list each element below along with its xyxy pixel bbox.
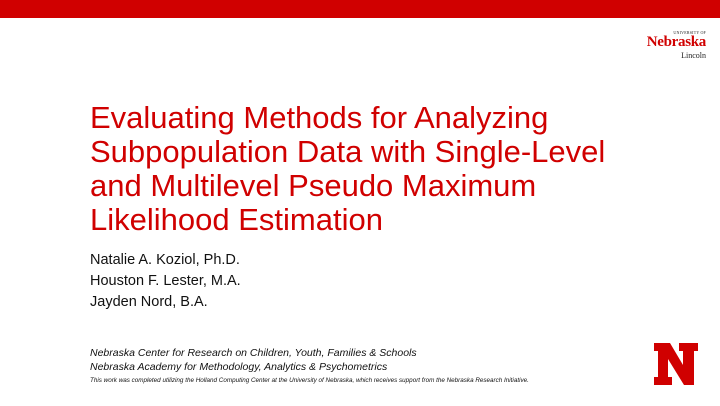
logo-lincoln: Lincoln xyxy=(681,51,706,60)
top-red-bar xyxy=(0,0,720,18)
affiliation-1: Nebraska Center for Research on Children, Youth, Families & Schools xyxy=(90,347,417,359)
affiliation-list xyxy=(90,346,610,374)
author-3: Jayden Nord, B.A. xyxy=(90,294,208,310)
author-2: Houston F. Lester, M.A. xyxy=(90,273,241,289)
author-list xyxy=(90,250,490,313)
affiliation-2: Nebraska Academy for Methodology, Analytics & Psychometrics xyxy=(90,361,388,373)
unl-wordmark-logo xyxy=(636,30,706,64)
nebraska-n-logo-icon xyxy=(652,341,700,387)
logo-nebraska: Nebraska xyxy=(646,34,706,50)
funding-note: This work was completed utilizing the Holland Computing Center at the University of Nebraska, which receives support from the Nebraska Research Initiative. xyxy=(90,377,529,384)
author-1: Natalie A. Koziol, Ph.D. xyxy=(90,252,240,268)
logo-university-of: UNIVERSITY OF xyxy=(673,30,706,35)
slide-title: Evaluating Methods for Analyzing Subpopulation Data with Single-Level and Multilevel Pseudo Maximum Likelihood Estimation xyxy=(90,100,606,237)
